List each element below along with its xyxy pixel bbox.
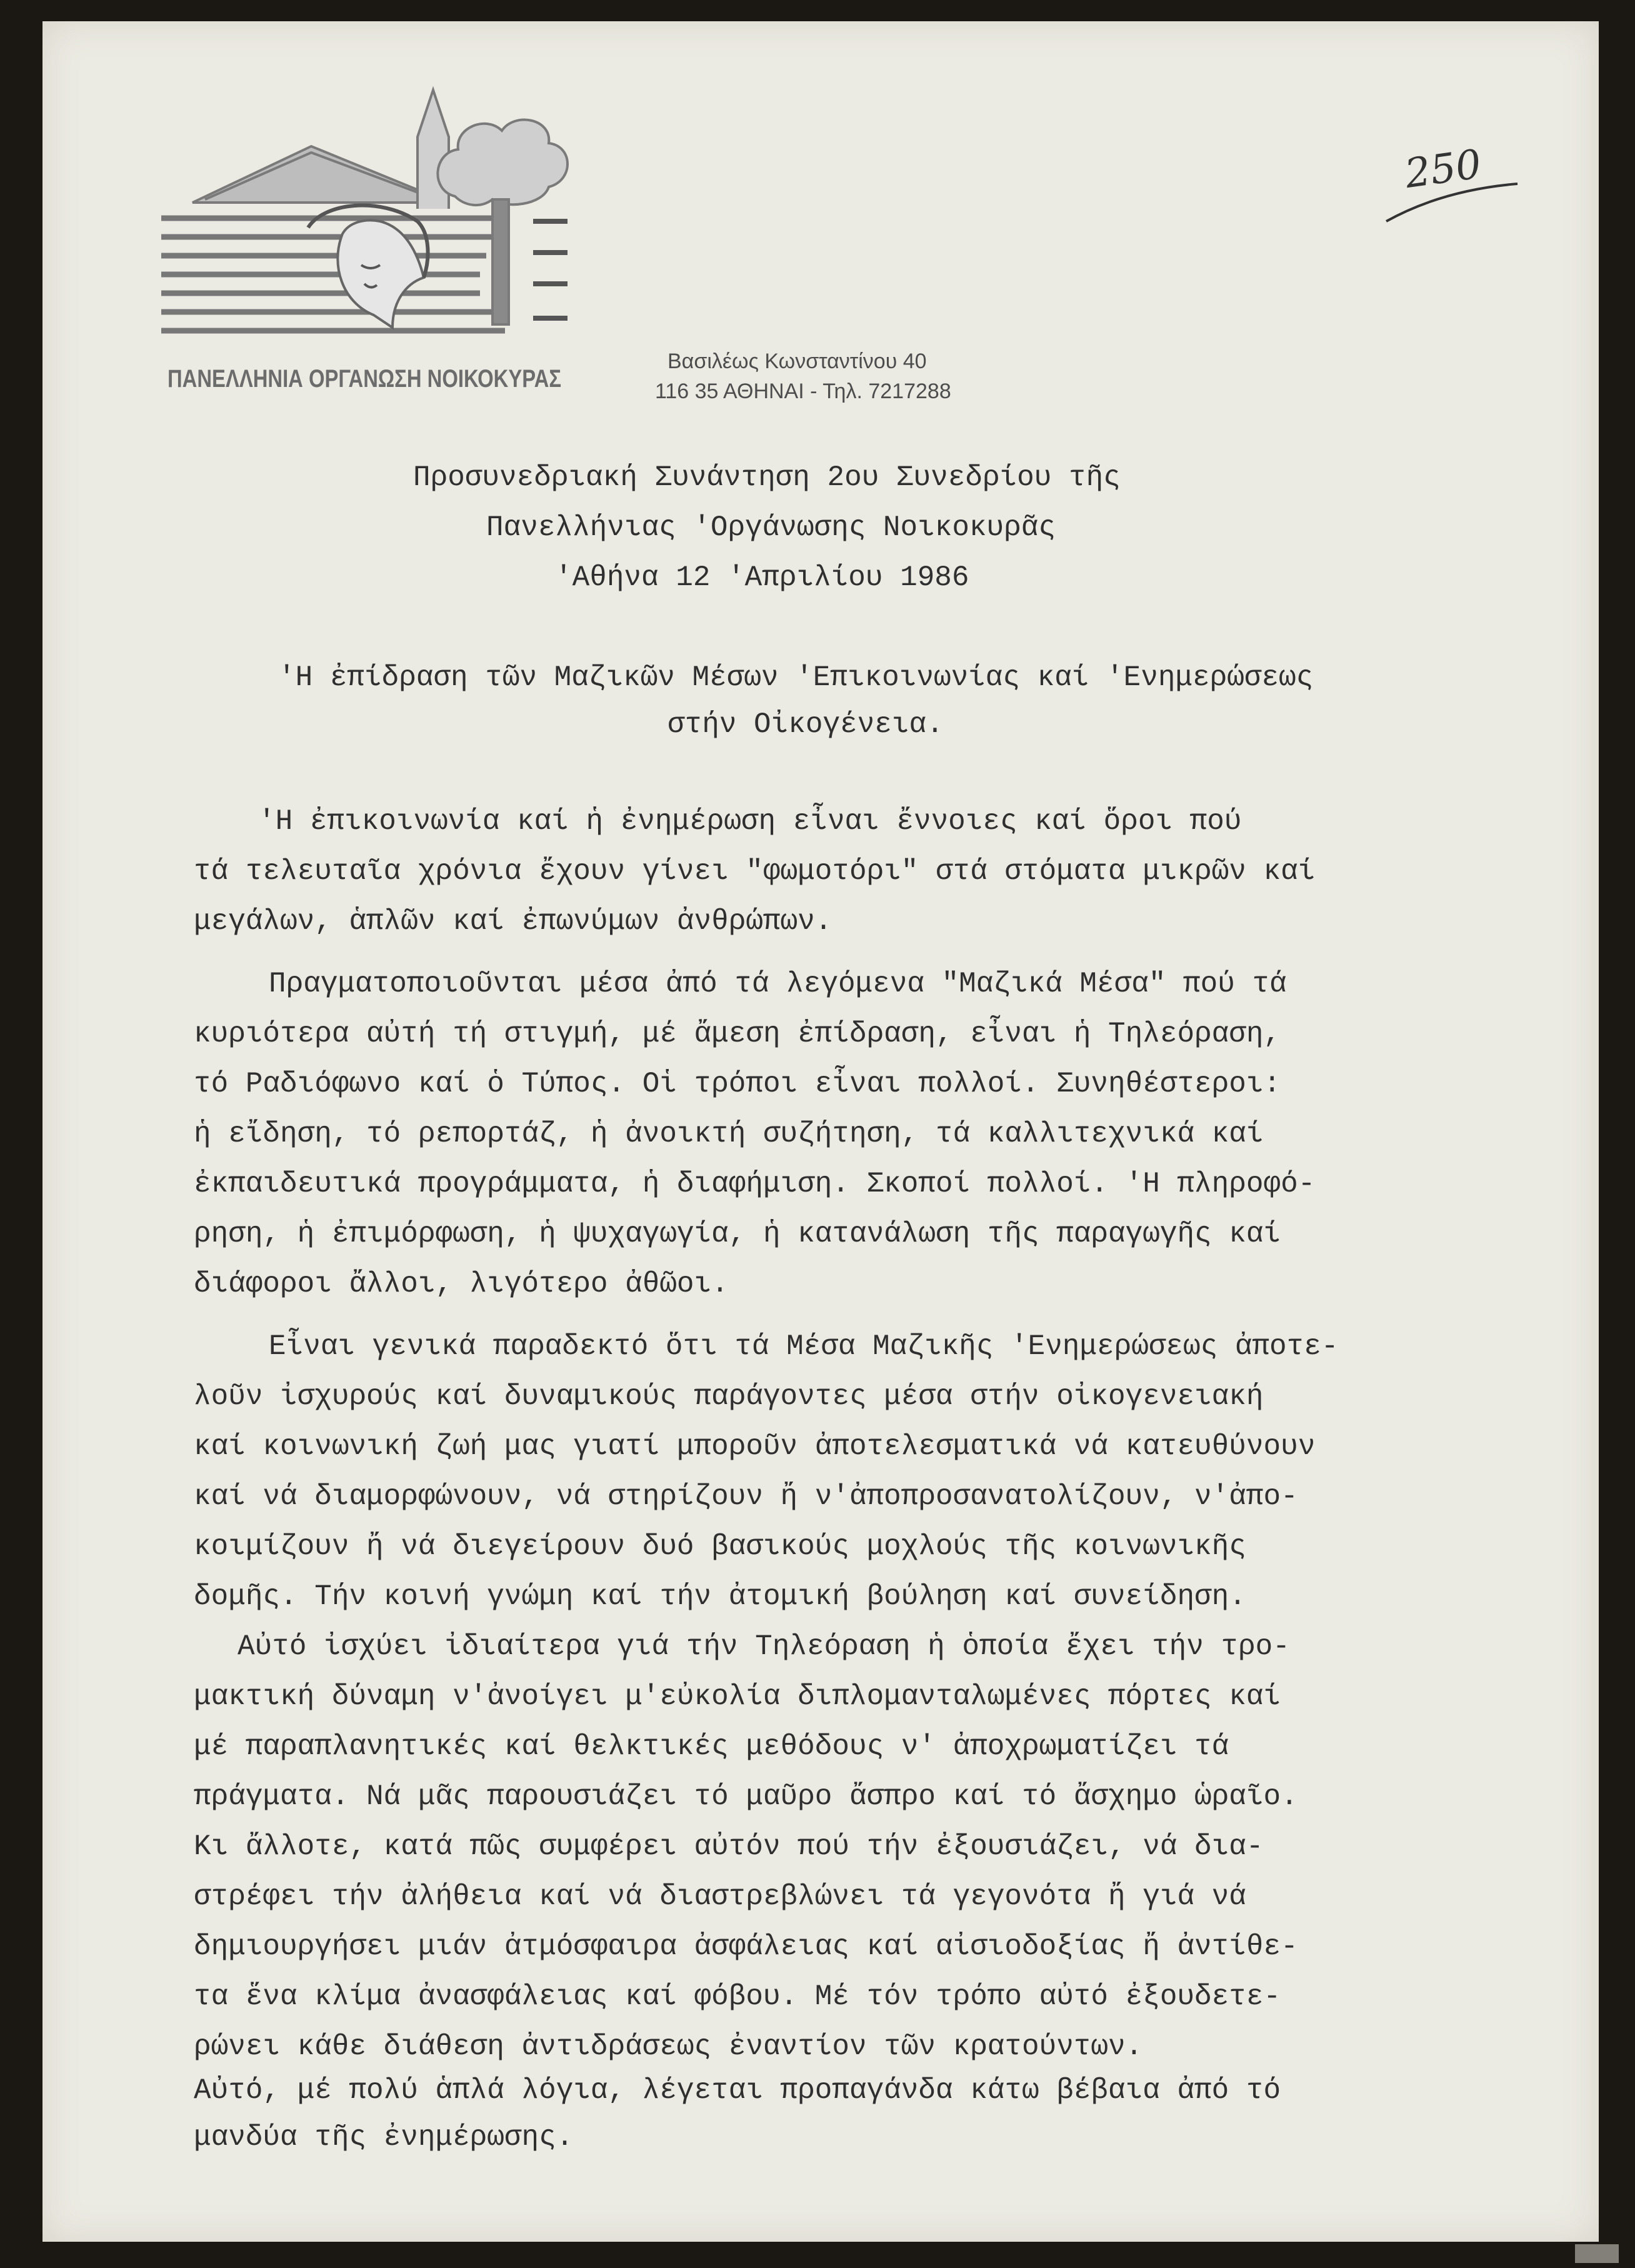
text-line: δημιουργήσει μιάν ἀτμόσφαιρα ἀσφάλειας καί αἰσιοδοξίας ἤ ἀντίθε- [194, 1930, 1298, 1963]
page-number-text: 250 [1402, 141, 1484, 198]
title-line-1: 'Η ἐπίδραση τῶν Μαζικῶν Μέσων 'Επικοινωνίας καί 'Ενημερώσεως [278, 661, 1314, 694]
address-street: Βασιλέως Κωνσταντίνου 40 [668, 349, 927, 373]
page-number-underline [1349, 115, 1536, 240]
text-line: Κι ἄλλοτε, κατά πῶς συμφέρει αὐτόν πού τήν ἐξουσιάζει, νά δια- [194, 1830, 1264, 1863]
text-line: Πραγματοποιοῦνται μέσα ἀπό τά λεγόμενα "Μαζικά Μέσα" πού τά [269, 968, 1287, 1000]
meeting-line-1: Προσυνεδριακή Συνάντηση 2ου Συνεδρίου τῆς [413, 461, 1121, 494]
text-line: τό Ραδιόφωνο καί ὁ Τύπος. Οἱ τρόποι εἶναι πολλοί. Συνηθέστεροι: [194, 1068, 1281, 1100]
text-line: καί νά διαμορφώνουν, νά στηρίζουν ἤ ν'ἀποπροσανατολίζουν, ν'ἀπο- [194, 1480, 1298, 1513]
letterhead-address [655, 346, 1092, 406]
text-line: δομῆς. Τήν κοινή γνώμη καί τήν ἀτομική βούληση καί συνείδηση. [194, 1580, 1246, 1613]
text-line: διάφοροι ἄλλοι, λιγότερο ἀθῶοι. [194, 1268, 729, 1300]
text-line: τα ἕνα κλίμα ἀνασφάλειας καί φόβου. Μέ τόν τρόπο αὐτό ἐξουδετε- [194, 1980, 1281, 2013]
organization-name: ΠΑΝΕΛΛΗΝΙΑ ΟΡΓΑΝΩΣΗ ΝΟΙΚΟΚΥΡΑΣ [168, 365, 562, 393]
handwritten-page-number [1349, 115, 1536, 240]
text-line: Εἶναι γενικά παραδεκτό ὅτι τά Μέσα Μαζικῆς 'Ενημερώσεως ἀποτε- [269, 1330, 1339, 1363]
text-line: μανδύα τῆς ἐνημέρωσης. [194, 2121, 574, 2154]
text-line: μεγάλων, ἁπλῶν καί ἐπωνύμων ἀνθρώπων. [194, 905, 832, 938]
title-line-2: στήν Οἰκογένεια. [668, 708, 944, 741]
house-stripes [161, 218, 505, 331]
organization-logo [155, 78, 592, 340]
archive-stamp [1575, 2244, 1619, 2263]
text-line: λοῦν ἰσχυρούς καί δυναμικούς παράγοντες μέσα στήν οἰκογενειακή [194, 1380, 1264, 1413]
text-line: στρέφει τήν ἀλήθεια καί νά διαστρεβλώνει τά γεγονότα ἤ γιά νά [194, 1880, 1246, 1913]
text-line: ἐκπαιδευτικά προγράμματα, ἡ διαφήμιση. Σκοποί πολλοί. 'Η πληροφό- [194, 1168, 1316, 1200]
text-line: μέ παραπλανητικές καί θελκτικές μεθόδους ν' ἀποχρωματίζει τά [194, 1730, 1229, 1763]
text-line: ρηση, ἡ ἐπιμόρφωση, ἡ ψυχαγωγία, ἡ κατανάλωση τῆς παραγωγῆς καί [194, 1218, 1281, 1250]
text-line: ἡ εἴδηση, τό ρεπορτάζ, ἡ ἀνοικτή συζήτηση, τά καλλιτεχνικά καί [194, 1118, 1264, 1150]
text-line: καί κοινωνική ζωή μας γιατί μποροῦν ἀποτελεσματικά νά κατευθύνουν [194, 1430, 1316, 1463]
text-line: 'Η ἐπικοινωνία καί ἡ ἐνημέρωση εἶναι ἔννοιες καί ὅροι πού [258, 805, 1242, 838]
text-line: τά τελευταῖα χρόνια ἔχουν γίνει "φωμοτόρι" στά στόματα μικρῶν καί [194, 855, 1316, 888]
address-city-phone: 116 35 ΑΘΗΝΑΙ - Τηλ. 7217288 [655, 379, 951, 403]
document-page [42, 21, 1599, 2242]
text-line: πράγματα. Νά μᾶς παρουσιάζει τό μαῦρο ἄσπρο καί τό ἄσχημο ὡραῖο. [194, 1780, 1298, 1813]
text-line: Αὐτό ἰσχύει ἰδιαίτερα γιά τήν Τηλεόραση ἡ ὁποία ἔχει τήν τρο- [238, 1630, 1290, 1663]
meeting-line-3: 'Αθήνα 12 'Απριλίου 1986 [555, 561, 969, 594]
text-line: Αὐτό, μέ πολύ ἁπλά λόγια, λέγεται προπαγάνδα κάτω βέβαια ἀπό τό [194, 2074, 1281, 2107]
text-line: κοιμίζουν ἤ νά διεγείρουν δυό βασικούς μοχλούς τῆς κοινωνικῆς [194, 1530, 1246, 1563]
text-line: μακτική δύναμη ν'ἀνοίγει μ'εὐκολία διπλομανταλωμένες πόρτες καί [194, 1680, 1281, 1713]
meeting-line-2: Πανελλήνιας 'Οργάνωσης Νοικοκυρᾶς [486, 511, 1056, 544]
text-line: κυριότερα αὐτή τή στιγμή, μέ ἄμεση ἐπίδραση, εἶναι ἡ Τηλεόραση, [194, 1018, 1281, 1050]
text-line: ρώνει κάθε διάθεση ἀντιδράσεως ἐναντίον τῶν κρατούντων. [194, 2030, 1143, 2063]
